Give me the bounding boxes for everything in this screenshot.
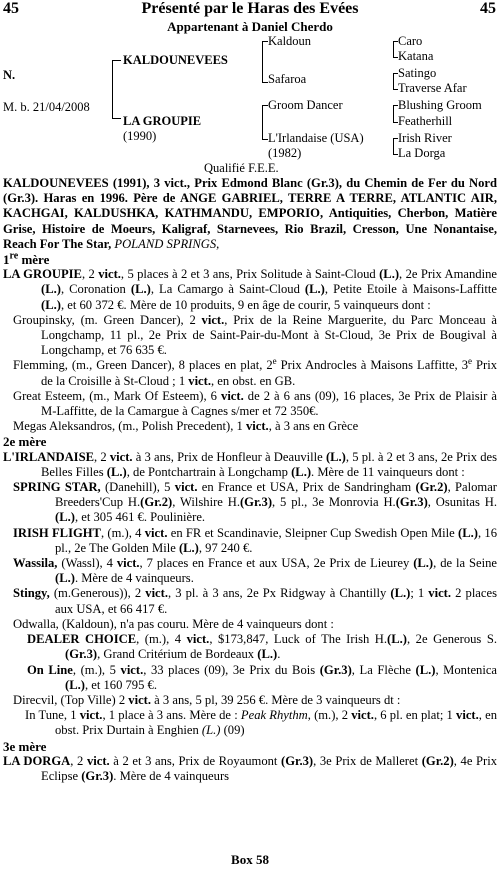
sire-name: KALDOUNEVEES xyxy=(123,53,228,67)
produce-item: Odwalla, (Kaldoun), n'a pas couru. Mère de 4 vainqueurs dont : xyxy=(13,616,334,631)
ggp-8: La Dorga xyxy=(398,146,446,160)
pedigree-bracket xyxy=(393,138,398,155)
page-title: Présenté par le Haras des Evées xyxy=(141,0,359,17)
lot-number-left: 45 xyxy=(3,0,19,17)
third-dam-paragraph: LA DORGA, 2 vict. à 2 et 3 ans, Prix de Royaumont (Gr.3), 3e Prix de Malleret (Gr.2), 4e Prix Eclipse (Gr.3). Mère de 4 vainqueurs xyxy=(3,753,498,783)
ggp-1: Caro xyxy=(398,34,423,48)
qualification: Qualifié F.E.E. xyxy=(204,161,279,175)
sire-paragraph: KALDOUNEVEES (1991), 3 vict., Prix Edmond Blanc (Gr.3), du Chemin de Fer du Nord (Gr.3). Haras en 1996. Père de ANGE GABRIEL, TERRE A TERRE, ATLANTIC AIR, KACHGAI, KALDUSHKA, KATHMANDU, EMPORIO, Antiquities, Cherbon, Matière Grise, Histoire de Moeurs, Kaligraf, Starnevees, Rio Brazil, Cresson, Une Nonantaise, Reach For The Star, POLAND SPRINGS, xyxy=(3,176,497,251)
ggp-7: Irish River xyxy=(398,131,452,145)
produce-item: Stingy, (m.Generous)), 2 vict., 3 pl. à 3 ans, 2e Px Ridgway à Chantilly (L.); 1 vict. 2 places aux USA, et 66 417 €. xyxy=(13,586,497,616)
second-dam-heading: 2e mère xyxy=(3,434,47,450)
lot-number-right: 45 xyxy=(480,0,496,17)
ggp-4: Traverse Afar xyxy=(398,81,467,95)
sire-dam: Safaroa xyxy=(268,72,307,86)
dam-dam: L'Irlandaise (USA) xyxy=(268,131,364,145)
ggp-2: Katana xyxy=(398,49,434,63)
dam-sire: Groom Dancer xyxy=(268,98,343,112)
third-dam-heading: 3e mère xyxy=(3,738,47,754)
produce-item: Groupinsky, (m. Green Dancer), 2 vict., Prix de la Reine Marguerite, du Parc Monceau à Longchamp, 11 pl., 2e Prix de Saint-Pair-du-Mont à St-Cloud, 3e Prix de Bougival à Longchamp, et 76 635 €. xyxy=(13,312,497,358)
produce-item: SPRING STAR, (Danehill), 5 vict. en France et USA, Prix de Sandringham (Gr.2), Palomar Breeders'Cup H.(Gr.2), Wilshire H.(Gr.3), 5 pl., 3e Monrovia H.(Gr.3), Osunitas H.(L.), et 305 461 €. Poulinière. xyxy=(13,480,497,525)
ggp-3: Satingo xyxy=(398,66,437,80)
pedigree-bracket xyxy=(393,73,398,90)
pedigree-bracket xyxy=(112,60,121,119)
produce-item: DEALER CHOICE, (m.), 4 vict., $173,847, Luck of The Irish H.(L.), 2e Generous S.(Gr.3), Grand Critérium de Bordeaux (L.). xyxy=(27,632,497,662)
first-dam-heading: 1re mère xyxy=(3,250,50,268)
first-dam-paragraph: LA GROUPIE, 2 vict., 5 places à 2 et 3 ans, Prix Solitude à Saint-Cloud (L.), 2e Prix Amandine (L.), Coronation (L.), La Camargo à Saint-Cloud (L.), Petite Etoile à Maisons-Laffitte (L.), et 60 372 €. Mère de 10 produits, 9 en âge de courir, 5 vainqueurs dont : xyxy=(3,267,497,312)
produce-item: Megas Aleksandros, (m., Polish Precedent), 1 vict., à 3 ans en Grèce xyxy=(13,419,359,434)
pedigree-bracket xyxy=(262,41,268,83)
owner-line: Appartenant à Daniel Cherdo xyxy=(167,19,333,34)
pedigree-bracket xyxy=(393,41,398,58)
horse-description: M. b. 21/04/2008 xyxy=(3,100,90,114)
produce-item: Direcvil, (Top Ville) 2 vict. à 3 ans, 5 pl, 39 256 €. Mère de 3 vainqueurs dt : xyxy=(13,692,401,707)
produce-item: Wassila, (Wassl), 4 vict., 7 places en France et aux USA, 2e Prix de Lieurey (L.), de la Seine (L.). Mère de 4 vainqueurs. xyxy=(13,556,497,586)
produce-item: Flemming, (m., Green Dancer), 8 places en plat, 2e Prix Androcles à Maisons Laffitte, 3e Prix de la Croisille à St-Cloud ; 1 vict., en obst. en GB. xyxy=(13,356,497,388)
dam-name: LA GROUPIE xyxy=(123,114,202,128)
horse-name: N. xyxy=(3,68,16,82)
produce-item: IRISH FLIGHT, (m.), 4 vict. en FR et Scandinavie, Sleipner Cup Swedish Open Mile (L.), 16 pl., 2e The Golden Mile (L.), 97 240 €. xyxy=(13,525,497,555)
produce-item: On Line, (m.), 5 vict., 33 places (09), 3e Prix du Bois (Gr.3), La Flèche (L.), Montenica (L.), et 160 795 €. xyxy=(27,662,498,692)
second-dam-paragraph: L'IRLANDAISE, 2 vict. à 3 ans, Prix de Honfleur à Deauville (L.), 5 pl. à 2 et 3 ans, 2e Prix des Belles Filles (L.), de Pontchartrain à Longchamp (L.). Mère de 11 vainqueurs dont : xyxy=(3,449,498,479)
dam-dam-year: (1982) xyxy=(268,146,302,160)
ggp-6: Featherhill xyxy=(398,114,453,128)
dam-year: (1990) xyxy=(123,129,157,143)
ggp-5: Blushing Groom xyxy=(398,98,482,112)
sire-sire: Kaldoun xyxy=(268,34,312,48)
produce-item: In Tune, 1 vict., 1 place à 3 ans. Mère de : Peak Rhythm, (m.), 2 vict., 6 pl. en plat; 1 vict., en obst. Prix Durtain à Enghien (L.) (09) xyxy=(25,708,497,738)
pedigree-bracket xyxy=(262,105,268,140)
box-number: Box 58 xyxy=(231,852,269,867)
catalogue-body xyxy=(3,176,497,784)
produce-item: Great Esteem, (m., Mark Of Esteem), 6 vict. de 2 à 6 ans (09), 16 places, 3e Prix de Plaisir à M-Laffitte, de la Camargue à Cagnes s/mer et 72 350€. xyxy=(13,388,497,419)
pedigree-bracket xyxy=(393,105,398,123)
